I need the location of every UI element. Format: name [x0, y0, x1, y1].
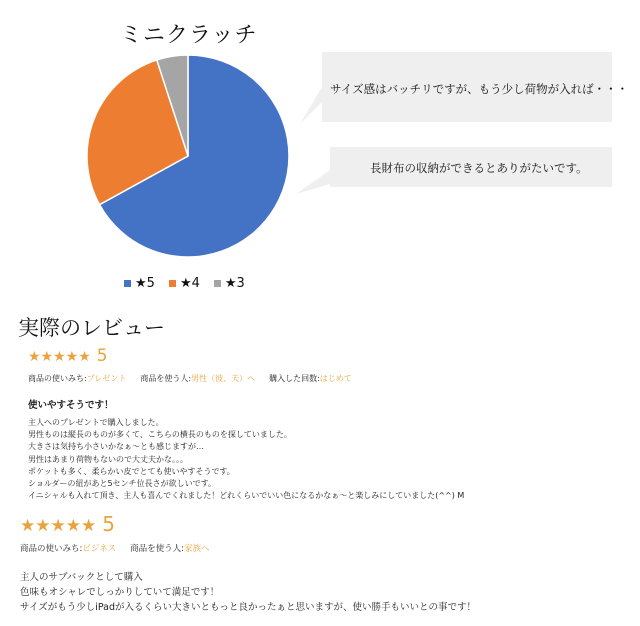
meta-usage — [28, 373, 126, 384]
meta-user — [140, 373, 255, 384]
review-line: ショルダーの紐があと5センチ位長さが欲しいです。 — [28, 479, 216, 489]
reviews-section-title: 実際のレビュー — [18, 316, 165, 340]
meta-value: 男性（彼、夫）へ — [191, 374, 256, 383]
review-meta — [28, 373, 352, 384]
meta-value: はじめて — [319, 374, 352, 383]
legend-item-3-star — [214, 276, 245, 291]
meta-label: 購入した回数: — [269, 374, 320, 383]
review-line: 大きさは気持ち小さいかなぁ～とも感じますが… — [28, 442, 204, 452]
meta-user — [130, 542, 209, 554]
review-line: ポケットも多く、柔らかい皮でとても使いやすそうです。 — [28, 466, 235, 476]
rating-score: 5 — [102, 512, 115, 536]
review-meta — [20, 542, 210, 554]
meta-value: 家族へ — [184, 544, 210, 554]
meta-label: 商品の使いみち: — [28, 374, 87, 383]
review-rating — [28, 346, 108, 366]
review-rating — [20, 512, 115, 536]
meta-label: 商品を使う人: — [140, 374, 192, 383]
legend-swatch — [169, 280, 176, 287]
legend-label: ★5 — [135, 276, 155, 291]
pie-chart — [80, 48, 296, 264]
rating-score: 5 — [96, 346, 108, 366]
review-line: サイズがもう少しiPadが入るくらい大きいともっと良かったぁと思いますが、使い勝手もいいとの事です！ — [20, 602, 477, 613]
review-line: 男性はあまり荷物もないので大丈夫かな。。。 — [28, 454, 188, 464]
star-rating-icon: ★★★★★ — [28, 349, 91, 365]
legend-swatch — [214, 280, 221, 287]
callout-text-2: 長財布の収納ができるとありがたいです。 — [370, 161, 588, 175]
legend-swatch — [124, 280, 131, 287]
review-line: イニシャルも入れて頂き、主人も喜んでくれました！どれくらいでいい色になるかなぁ～と楽しみにしていました(^^) M — [28, 491, 465, 501]
review-body — [20, 570, 476, 615]
legend-item-4-star — [169, 276, 200, 291]
review-line: 男性ものは縦長のものが多くて、こちらの横長のものを探していました。 — [28, 430, 292, 440]
legend-label: ★4 — [179, 276, 200, 291]
review-line: 主人へのプレゼントで購入しました。 — [28, 418, 164, 427]
review-line: 色味もオシャレでしっかりしていて満足です！ — [20, 587, 220, 598]
callout-bubbles — [290, 52, 630, 202]
meta-value: プレゼント — [86, 374, 127, 383]
callout-text-1: サイズ感はバッチリですが、もう少し荷物が入れば・・・ — [330, 82, 629, 96]
chart-legend — [124, 276, 245, 291]
legend-item-5-star — [124, 276, 155, 291]
chart-title: ミニクラッチ — [120, 23, 258, 48]
meta-value: ビジネス — [82, 544, 117, 554]
meta-label: 商品の使いみち: — [20, 544, 83, 554]
review-line: 主人のサブバックとして購入 — [20, 572, 143, 583]
star-rating-icon: ★★★★★ — [20, 516, 97, 536]
meta-usage — [20, 542, 116, 554]
review-body — [28, 417, 464, 502]
meta-purchase-count — [269, 373, 352, 384]
legend-label: ★3 — [224, 276, 245, 291]
meta-label: 商品を使う人: — [130, 544, 184, 554]
review-title: 使いやすそうです！ — [28, 400, 114, 411]
